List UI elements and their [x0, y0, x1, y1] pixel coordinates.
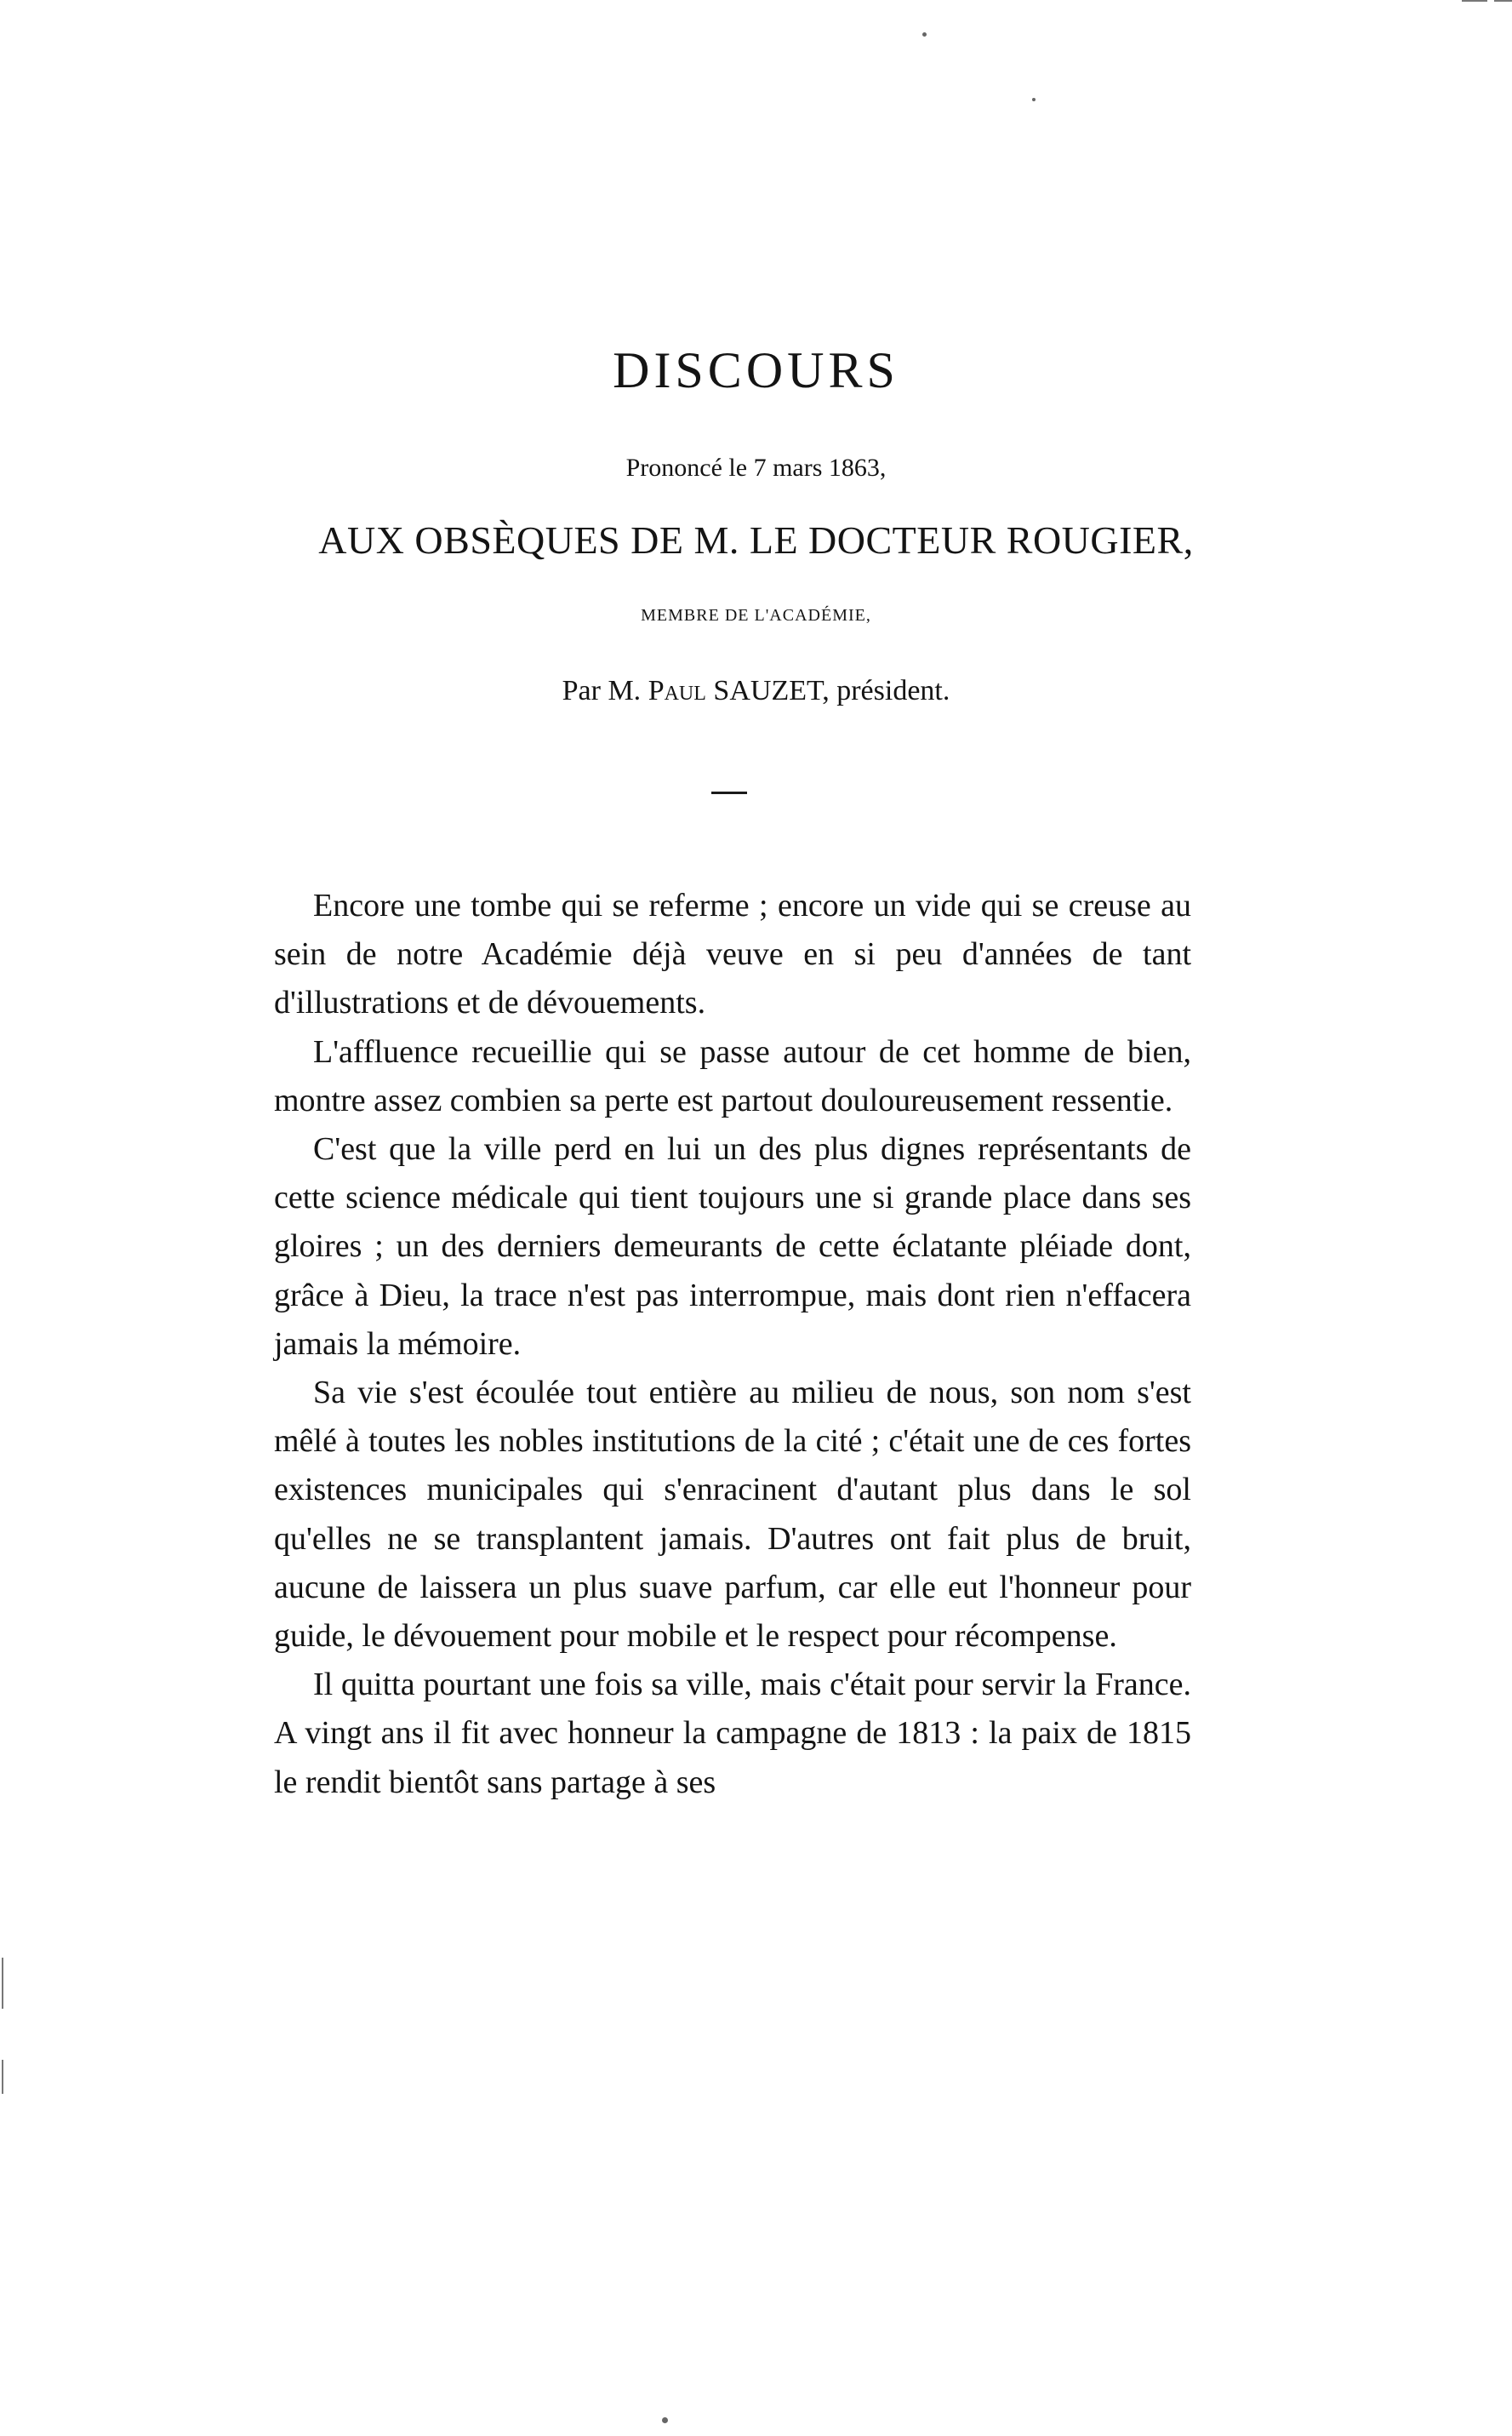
- section-divider: [711, 792, 747, 794]
- body-text: [274, 882, 1191, 1807]
- author-role: président.: [836, 675, 950, 706]
- scan-speck: [662, 2417, 668, 2423]
- paragraph: Il quitta pourtant une fois sa ville, mais c'était pour servir la France. A vingt ans il fit avec honneur la campagne de 1813 : la paix de 1815 le rendit bientôt sans partage à ses: [274, 1667, 1191, 1800]
- scan-edge-mark: [1494, 0, 1512, 2]
- document-title: DISCOURS: [613, 342, 899, 398]
- paragraph: Encore une tombe qui se referme ; encore un vide qui se creuse au sein de notre Académie déjà veuve en si peu d'années de tant d'illustrations et de dévouements.: [274, 888, 1191, 1021]
- author-line: [0, 677, 1512, 706]
- paragraph: C'est que la ville perd en lui un des plus dignes représentants de cette science médicale qui tient toujours une si grande place dans ses gloires ; un des derniers demeurants de cette éclatante pléiade dont, grâce à Dieu, la trace n'est pas interrompue, mais dont rien n'effacera jamais la mémoire.: [274, 1131, 1191, 1362]
- document-heading: AUX OBSÈQUES DE M. LE DOCTEUR ROUGIER,: [318, 518, 1194, 562]
- scan-speck: [922, 32, 927, 37]
- scan-speck: [1032, 98, 1036, 101]
- author-first-name: Paul: [648, 675, 706, 706]
- date-line: Prononcé le 7 mars 1863,: [625, 454, 887, 482]
- scan-edge-mark: [2, 2060, 3, 2094]
- paragraph: L'affluence recueillie qui se passe autour de cet homme de bien, montre assez combien sa perte est partout douloureusement ressentie.: [274, 1033, 1191, 1118]
- author-last-name: SAUZET,: [713, 675, 830, 706]
- scan-edge-mark: [1462, 0, 1487, 2]
- paragraph: Sa vie s'est écoulée tout entière au milieu de nous, son nom s'est mêlé à toutes les nobles institutions de la cité ; c'était une de ces fortes existences municipales qui s'enracinent d'autant plus dans le sol qu'elles ne se transplantent jamais. D'autres ont fait plus de bruit, aucune de laissera un plus suave parfum, car elle eut l'honneur pour guide, le dévouement pour mobile et le respect pour récompense.: [274, 1375, 1191, 1655]
- author-prefix: Par M.: [562, 675, 642, 706]
- member-line: MEMBRE DE L'ACADÉMIE,: [641, 606, 871, 625]
- scan-edge-mark: [2, 1958, 3, 2009]
